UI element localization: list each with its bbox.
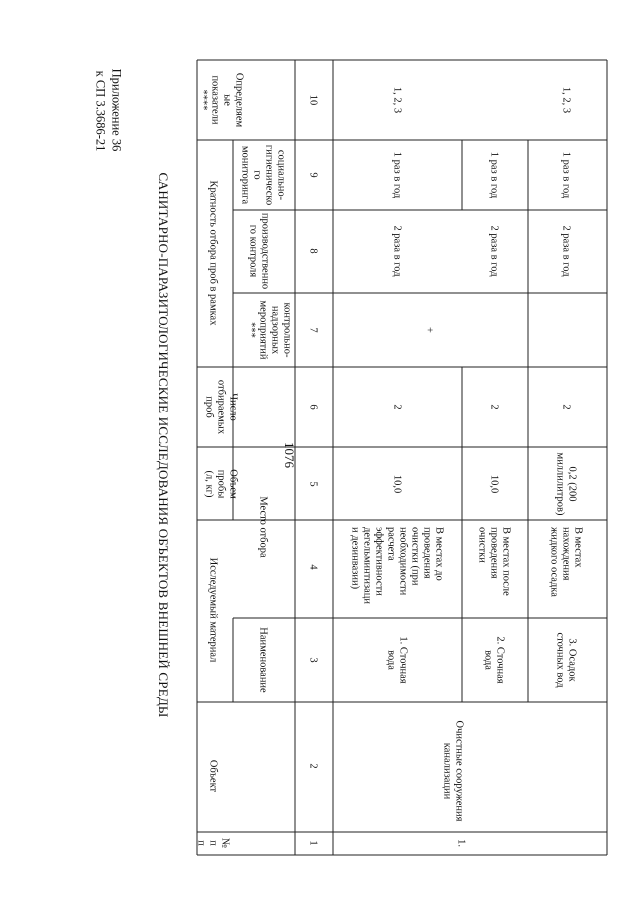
row-1-production: 2 раза в год: [391, 225, 403, 277]
row-3-production: 2 раза в год: [560, 225, 572, 277]
row-3-indicators: 1, 2, 3: [560, 86, 572, 114]
table-text-layer: [196, 73, 584, 848]
row-1-count: 2: [391, 404, 403, 410]
row-2-social: 1 раз в год: [488, 151, 500, 199]
row-2-count: 2: [488, 404, 500, 410]
column-number-4: 4: [307, 564, 319, 570]
header-count: Числоотбираемыхпроб: [203, 379, 239, 435]
column-number-8: 8: [307, 248, 319, 254]
header-name: Наименование: [257, 627, 269, 693]
column-number-5: 5: [307, 481, 319, 487]
row-3-name: 3. Осадоксточных вод: [554, 632, 578, 688]
column-number-9: 9: [307, 172, 319, 178]
column-number-6: 6: [307, 404, 319, 410]
row-3-count: 2: [560, 404, 572, 410]
header-frequency-production: производственного контроля: [247, 212, 271, 290]
row-1-place: В местах допроведенияочистки (принеобходимостирасчетаэффективностидегельминтизации дезинвазии): [349, 527, 445, 604]
column-number-10: 10: [307, 94, 319, 106]
header-material: Исследуемый материал: [207, 557, 219, 663]
row-1-indicators: 1, 2, 3: [391, 86, 403, 114]
row-2-place: В местах послепроведенияочистки: [476, 527, 512, 596]
column-number-2: 2: [307, 763, 319, 769]
header-object: Объект: [207, 759, 219, 793]
header-place: Место отбора: [257, 496, 269, 558]
appendix-line: к СП 3.3686-21: [93, 70, 107, 152]
column-number-1: 1: [307, 840, 319, 846]
page-number: 1076: [282, 442, 297, 468]
header-frequency-control: контрольно-надзорныхмероприятий***: [245, 300, 293, 360]
header-frequency-social: социально-гигиеническогомониторинга: [239, 144, 287, 206]
row-2-production: 2 раза в год: [488, 225, 500, 277]
row-2-name: 2. Сточнаявода: [482, 636, 506, 684]
row-1-social: 1 раз в год: [391, 151, 403, 199]
appendix-line: Приложение 36: [109, 68, 124, 152]
row-1-name: 1. Сточнаявода: [385, 636, 409, 684]
row-2-volume: 10,0: [488, 474, 500, 494]
document-title: САНИТАРНО-ПАРАЗИТОЛОГИЧЕСКИЕ ИССЛЕДОВАНИЯ ОБЪЕКТОВ ВНЕШНЕЙ СРЕДЫ: [156, 172, 171, 718]
row-3-place: В местахнахожденияжидкого осадка: [548, 527, 584, 597]
header-number: №пп: [195, 837, 231, 849]
group-number: 1.: [455, 839, 467, 847]
group-object: Очистные сооруженияканализации: [441, 720, 465, 822]
row-1-volume: 10,0: [391, 474, 403, 494]
header-frequency: Кратность отбора проб в рамках: [207, 180, 219, 326]
column-number-7: 7: [307, 327, 319, 333]
row-3-volume: 0,2 (200миллилитров): [554, 452, 578, 516]
header-indicators: Определяемыепоказатели****: [197, 72, 245, 128]
row-3-social: 1 раз в год: [560, 151, 572, 199]
group-control-mark: +: [423, 327, 435, 333]
column-number-3: 3: [307, 657, 319, 663]
header-volume: Объемпробы(л, кг): [203, 469, 239, 499]
